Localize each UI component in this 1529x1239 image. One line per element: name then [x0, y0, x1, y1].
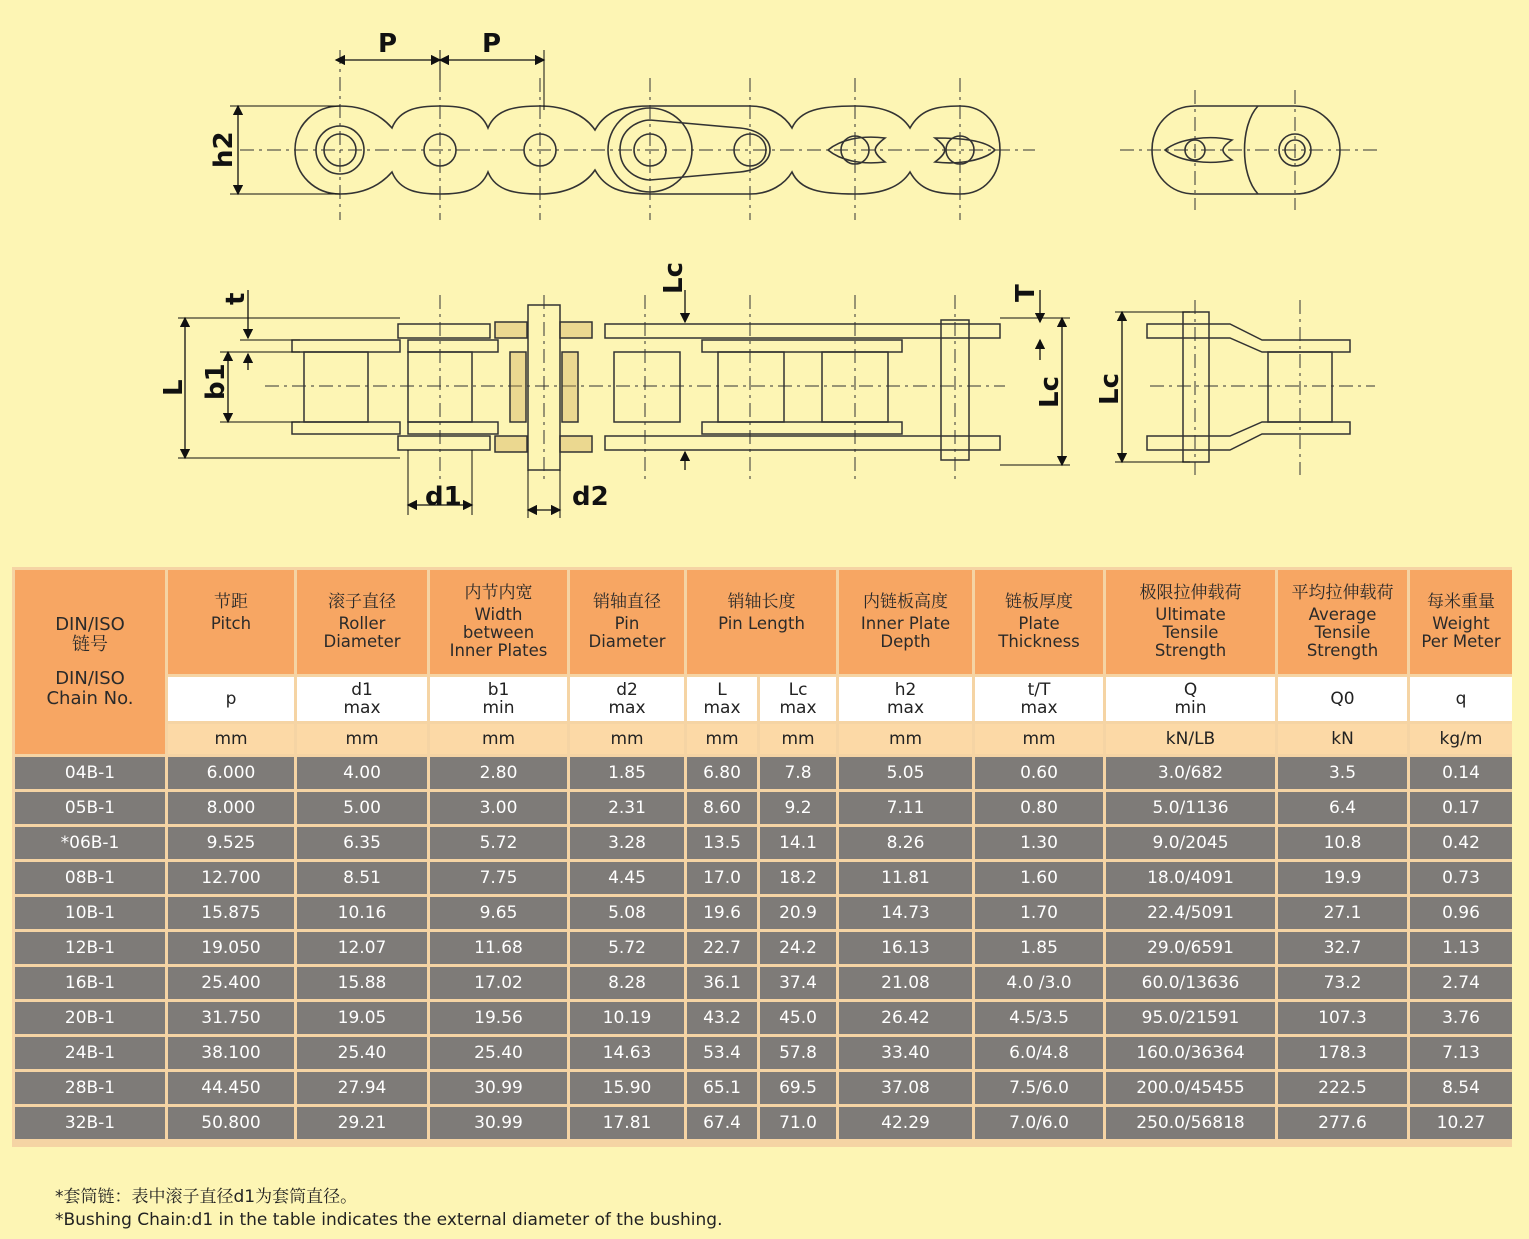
- symbol-cell: d2 max: [570, 677, 684, 721]
- table-cell: 65.1: [687, 1072, 757, 1104]
- table-cell: 0.17: [1410, 792, 1512, 824]
- table-cell: 0.60: [975, 757, 1103, 789]
- unit-cell: kN: [1278, 724, 1407, 754]
- table-cell: 4.00: [297, 757, 427, 789]
- table-cell: 22.4/5091: [1106, 897, 1275, 929]
- table-cell: 3.76: [1410, 1002, 1512, 1034]
- table-cell: 73.2: [1278, 967, 1407, 999]
- table-cell: 37.4: [760, 967, 836, 999]
- table-cell: 2.31: [570, 792, 684, 824]
- symbol-cell: h2 max: [839, 677, 972, 721]
- table-cell: 6.4: [1278, 792, 1407, 824]
- table-cell: 27.94: [297, 1072, 427, 1104]
- table-cell: 14.73: [839, 897, 972, 929]
- table-cell: 32.7: [1278, 932, 1407, 964]
- chain-no-cell: 28B-1: [15, 1072, 165, 1104]
- spec-table: [12, 567, 1515, 1142]
- table-row: [15, 1037, 1512, 1069]
- symbol-row: [15, 677, 1512, 721]
- unit-cell: mm: [760, 724, 836, 754]
- table-cell: 42.29: [839, 1107, 972, 1139]
- header-roller-diameter: 滚子直径 Roller Diameter: [323, 592, 401, 651]
- symbol-cell: p: [168, 677, 294, 721]
- chain-no-cell: 32B-1: [15, 1107, 165, 1139]
- table-cell: 19.9: [1278, 862, 1407, 894]
- Lc-top-label: Lc: [659, 262, 689, 294]
- table-row: [15, 1002, 1512, 1034]
- unit-row: [15, 724, 1512, 754]
- T-label: T: [1011, 284, 1041, 302]
- table-cell: 3.5: [1278, 757, 1407, 789]
- Lc-mid-label: Lc: [1035, 376, 1065, 408]
- table-cell: 1.60: [975, 862, 1103, 894]
- header-row: [15, 570, 1512, 674]
- table-cell: 0.80: [975, 792, 1103, 824]
- header-width-inner: 内节内宽 Width between Inner Plates: [449, 583, 548, 660]
- d2-label: d2: [572, 482, 609, 512]
- table-row: [15, 967, 1512, 999]
- footnote-zh: *套筒链：表中滚子直径d1为套筒直径。: [55, 1187, 358, 1207]
- unit-cell: mm: [570, 724, 684, 754]
- chain-no-cell: 04B-1: [15, 757, 165, 789]
- table-cell: 19.05: [297, 1002, 427, 1034]
- table-cell: 5.08: [570, 897, 684, 929]
- table-cell: 19.56: [430, 1002, 567, 1034]
- table-cell: 29.21: [297, 1107, 427, 1139]
- table-cell: 10.16: [297, 897, 427, 929]
- table-cell: 1.13: [1410, 932, 1512, 964]
- table-cell: 26.42: [839, 1002, 972, 1034]
- table-cell: 0.96: [1410, 897, 1512, 929]
- chain-no-header: [15, 570, 165, 754]
- unit-cell: mm: [430, 724, 567, 754]
- table-cell: 13.5: [687, 827, 757, 859]
- table-cell: 8.000: [168, 792, 294, 824]
- table-cell: 3.00: [430, 792, 567, 824]
- unit-cell: mm: [975, 724, 1103, 754]
- table-cell: 200.0/45455: [1106, 1072, 1275, 1104]
- b1-label: b1: [201, 363, 231, 400]
- table-cell: 5.05: [839, 757, 972, 789]
- symbol-cell: q: [1410, 677, 1512, 721]
- table-cell: 8.54: [1410, 1072, 1512, 1104]
- side-Lc-dimension: [1115, 312, 1190, 462]
- chain-no-cell: 12B-1: [15, 932, 165, 964]
- table-cell: 24.2: [760, 932, 836, 964]
- L-label: L: [159, 379, 189, 396]
- table-cell: 9.525: [168, 827, 294, 859]
- symbol-cell: d1 max: [297, 677, 427, 721]
- table-cell: 8.28: [570, 967, 684, 999]
- Lc-side-label: Lc: [1095, 373, 1125, 405]
- header-plate-thickness: 链板厚度 Plate Thickness: [998, 592, 1080, 651]
- table-cell: 18.0/4091: [1106, 862, 1275, 894]
- table-cell: 27.1: [1278, 897, 1407, 929]
- table-cell: 3.28: [570, 827, 684, 859]
- unit-cell: mm: [168, 724, 294, 754]
- table-cell: 17.02: [430, 967, 567, 999]
- chain-side-view: [240, 50, 1035, 220]
- table-cell: 7.5/6.0: [975, 1072, 1103, 1104]
- table-row: [15, 1072, 1512, 1104]
- table-cell: 8.26: [839, 827, 972, 859]
- table-cell: 20.9: [760, 897, 836, 929]
- chain-no-cell: 24B-1: [15, 1037, 165, 1069]
- table-cell: 22.7: [687, 932, 757, 964]
- table-cell: 0.14: [1410, 757, 1512, 789]
- table-cell: 5.00: [297, 792, 427, 824]
- table-cell: 18.2: [760, 862, 836, 894]
- header-average-tensile: 平均拉伸载荷 Average Tensile Strength: [1291, 583, 1394, 660]
- table-cell: 60.0/13636: [1106, 967, 1275, 999]
- chain-no-cell: 05B-1: [15, 792, 165, 824]
- table-cell: 25.400: [168, 967, 294, 999]
- table-cell: 250.0/56818: [1106, 1107, 1275, 1139]
- table-cell: 30.99: [430, 1107, 567, 1139]
- table-cell: 45.0: [760, 1002, 836, 1034]
- header-ultimate-tensile: 极限拉伸载荷 Ultimate Tensile Strength: [1139, 583, 1242, 660]
- table-cell: 53.4: [687, 1037, 757, 1069]
- table-cell: 37.08: [839, 1072, 972, 1104]
- table-cell: 9.0/2045: [1106, 827, 1275, 859]
- table-cell: 0.73: [1410, 862, 1512, 894]
- table-cell: 222.5: [1278, 1072, 1407, 1104]
- spec-table-container: [12, 567, 1512, 1147]
- symbol-cell: b1 min: [430, 677, 567, 721]
- table-cell: 277.6: [1278, 1107, 1407, 1139]
- table-cell: 1.85: [975, 932, 1103, 964]
- table-cell: 50.800: [168, 1107, 294, 1139]
- table-cell: 1.85: [570, 757, 684, 789]
- table-cell: 38.100: [168, 1037, 294, 1069]
- table-cell: 57.8: [760, 1037, 836, 1069]
- table-row: [15, 932, 1512, 964]
- table-cell: 15.88: [297, 967, 427, 999]
- table-cell: 0.42: [1410, 827, 1512, 859]
- table-cell: 25.40: [297, 1037, 427, 1069]
- table-cell: 6.000: [168, 757, 294, 789]
- table-cell: 11.68: [430, 932, 567, 964]
- table-cell: 7.13: [1410, 1037, 1512, 1069]
- t-label: t: [221, 292, 251, 305]
- table-row: [15, 1107, 1512, 1139]
- table-cell: 43.2: [687, 1002, 757, 1034]
- table-cell: 14.63: [570, 1037, 684, 1069]
- chain-side-end-view: [1147, 300, 1375, 475]
- h2-label: h2: [209, 131, 239, 168]
- table-cell: 4.0 /3.0: [975, 967, 1103, 999]
- table-cell: 67.4: [687, 1107, 757, 1139]
- unit-cell: mm: [297, 724, 427, 754]
- pitch-label-1: P: [378, 29, 398, 59]
- unit-cell: kg/m: [1410, 724, 1512, 754]
- table-cell: 15.875: [168, 897, 294, 929]
- table-row: [15, 862, 1512, 894]
- header-pin-diameter: 销轴直径 Pin Diameter: [588, 592, 666, 651]
- table-cell: 10.27: [1410, 1107, 1512, 1139]
- footnote-en: *Bushing Chain:d1 in the table indicates the external diameter of the bushing.: [55, 1210, 723, 1230]
- header-weight-per-meter: 每米重量 Weight Per Meter: [1421, 592, 1501, 651]
- table-cell: 17.81: [570, 1107, 684, 1139]
- table-cell: 29.0/6591: [1106, 932, 1275, 964]
- chain-plan-view: [265, 295, 1005, 480]
- table-row: [15, 792, 1512, 824]
- table-cell: 36.1: [687, 967, 757, 999]
- table-cell: 16.13: [839, 932, 972, 964]
- chain-no-cell: 16B-1: [15, 967, 165, 999]
- chain-technical-drawing: [0, 0, 1529, 560]
- table-cell: 19.050: [168, 932, 294, 964]
- unit-cell: kN/LB: [1106, 724, 1275, 754]
- d1-label: d1: [425, 482, 462, 512]
- table-cell: 2.80: [430, 757, 567, 789]
- header-pitch: 节距 Pitch: [210, 592, 252, 633]
- table-cell: 6.80: [687, 757, 757, 789]
- table-cell: 11.81: [839, 862, 972, 894]
- chain-end-view: [1120, 90, 1380, 210]
- table-cell: 14.1: [760, 827, 836, 859]
- symbol-cell: L max: [687, 677, 757, 721]
- table-cell: 9.2: [760, 792, 836, 824]
- table-cell: 10.19: [570, 1002, 684, 1034]
- chain-no-en-text: Chain No.: [46, 688, 134, 709]
- table-cell: 21.08: [839, 967, 972, 999]
- chain-no-zh-text: 链号: [72, 634, 108, 655]
- table-cell: 7.11: [839, 792, 972, 824]
- table-cell: 8.51: [297, 862, 427, 894]
- chain-no-cell: 08B-1: [15, 862, 165, 894]
- header-inner-plate-depth: 内链板高度 Inner Plate Depth: [860, 592, 951, 651]
- chain-no-cell: 20B-1: [15, 1002, 165, 1034]
- table-cell: 12.700: [168, 862, 294, 894]
- table-cell: 5.72: [570, 932, 684, 964]
- table-cell: 6.35: [297, 827, 427, 859]
- table-cell: 1.70: [975, 897, 1103, 929]
- header-pin-length: 销轴长度 Pin Length: [718, 592, 805, 633]
- table-cell: 95.0/21591: [1106, 1002, 1275, 1034]
- table-cell: 44.450: [168, 1072, 294, 1104]
- symbol-cell: Q min: [1106, 677, 1275, 721]
- table-cell: 4.45: [570, 862, 684, 894]
- table-cell: 3.0/682: [1106, 757, 1275, 789]
- table-cell: 31.750: [168, 1002, 294, 1034]
- pitch-label-2: P: [482, 29, 502, 59]
- table-body: [15, 757, 1512, 1139]
- table-cell: 7.8: [760, 757, 836, 789]
- table-cell: 30.99: [430, 1072, 567, 1104]
- table-cell: 9.65: [430, 897, 567, 929]
- pitch-dimension: [336, 50, 544, 110]
- table-cell: 10.8: [1278, 827, 1407, 859]
- table-cell: 160.0/36364: [1106, 1037, 1275, 1069]
- table-row: [15, 757, 1512, 789]
- symbol-cell: Lc max: [760, 677, 836, 721]
- table-cell: 6.0/4.8: [975, 1037, 1103, 1069]
- unit-cell: mm: [839, 724, 972, 754]
- table-cell: 5.72: [430, 827, 567, 859]
- unit-cell: mm: [687, 724, 757, 754]
- table-row: [15, 897, 1512, 929]
- table-cell: 17.0: [687, 862, 757, 894]
- table-cell: 7.75: [430, 862, 567, 894]
- table-cell: 1.30: [975, 827, 1103, 859]
- table-cell: 25.40: [430, 1037, 567, 1069]
- table-cell: 107.3: [1278, 1002, 1407, 1034]
- table-cell: 2.74: [1410, 967, 1512, 999]
- table-cell: 19.6: [687, 897, 757, 929]
- chain-no-cell: *06B-1: [15, 827, 165, 859]
- table-cell: 5.0/1136: [1106, 792, 1275, 824]
- table-cell: 33.40: [839, 1037, 972, 1069]
- table-cell: 15.90: [570, 1072, 684, 1104]
- table-cell: 7.0/6.0: [975, 1107, 1103, 1139]
- table-cell: 8.60: [687, 792, 757, 824]
- table-cell: 71.0: [760, 1107, 836, 1139]
- symbol-cell: t/T max: [975, 677, 1103, 721]
- table-cell: 4.5/3.5: [975, 1002, 1103, 1034]
- table-cell: 12.07: [297, 932, 427, 964]
- chain-no-zh-label: DIN/ISO: [55, 614, 125, 635]
- table-cell: 178.3: [1278, 1037, 1407, 1069]
- chain-no-cell: 10B-1: [15, 897, 165, 929]
- table-row: [15, 827, 1512, 859]
- table-cell: 69.5: [760, 1072, 836, 1104]
- chain-no-en-label: DIN/ISO: [55, 668, 125, 689]
- symbol-cell: Q0: [1278, 677, 1407, 721]
